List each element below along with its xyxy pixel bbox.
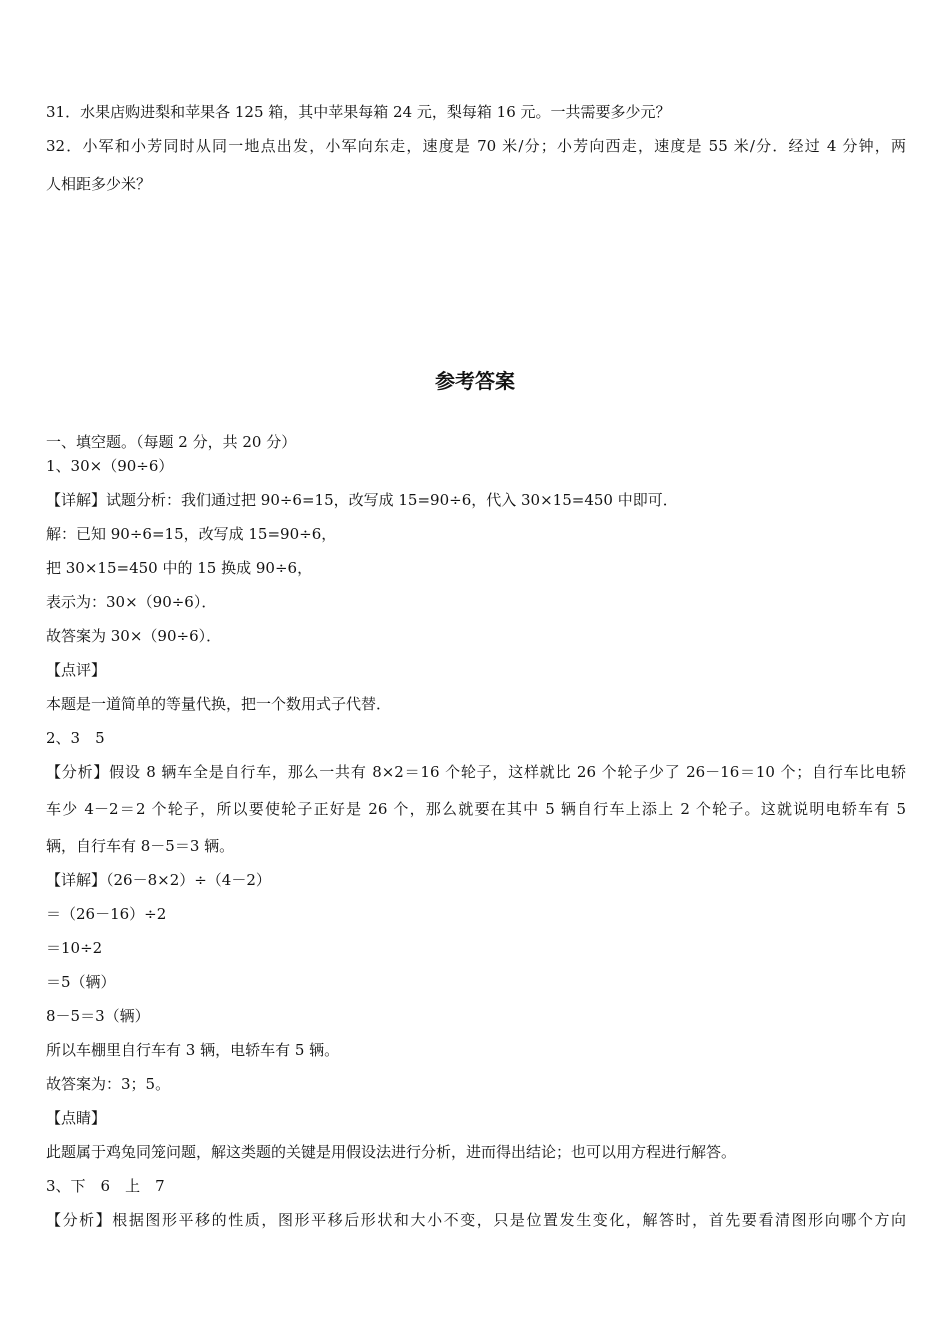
- answer-2-step-4: 8－5＝3（辆）: [46, 1007, 150, 1025]
- answer-2-conclusion: 所以车棚里自行车有 3 辆，电轿车有 5 辆。: [46, 1041, 340, 1059]
- answer-3: 3、下 6 上 7: [46, 1177, 165, 1195]
- answer-2-detail: 【详解】（26－8×2）÷（4－2）: [46, 871, 271, 889]
- answer-1-solution-1: 解：已知 90÷6=15，改写成 15=90÷6，: [46, 525, 337, 543]
- answer-2-step-1: ＝（26－16）÷2: [46, 905, 167, 923]
- question-31: 31．水果店购进梨和苹果各 125 箱，其中苹果每箱 24 元，梨每箱 16 元。一共需要多少元？: [46, 103, 671, 121]
- answer-2-analysis-line-2: 车少 4－2＝2 个轮子，所以要使轮子正好是 26 个，那么就要在其中 5 辆自行车上添上 2 个轮子。这就说明电轿车有 5: [46, 800, 906, 818]
- answer-2-final: 故答案为：3；5。: [46, 1075, 171, 1093]
- answer-2-analysis-line-1: 【分析】假设 8 辆车全是自行车，那么一共有 8×2＝16 个轮子，这样就比 26 个轮子少了 26－16＝10 个；自行车比电轿: [46, 763, 906, 781]
- answer-1-solution-4: 故答案为 30×（90÷6）．: [46, 627, 222, 645]
- section-1-heading: 一、填空题。（每题 2 分，共 20 分）: [46, 433, 297, 451]
- answer-2-step-3: ＝5（辆）: [46, 973, 116, 991]
- answer-2-comment: 此题属于鸡兔同笼问题，解这类题的关键是用假设法进行分析，进而得出结论；也可以用方程进行解答。: [46, 1143, 737, 1161]
- answer-1-comment-label: 【点评】: [46, 661, 107, 679]
- answer-1-detail: 【详解】试题分析：我们通过把 90÷6=15，改写成 15=90÷6，代入 30×15=450 中即可．: [46, 491, 678, 509]
- answers-title: 参考答案: [435, 369, 515, 393]
- answer-2-comment-label: 【点睛】: [46, 1109, 107, 1127]
- answer-2: 2、3 5: [46, 729, 105, 747]
- answer-1-solution-3: 表示为：30×（90÷6）．: [46, 593, 217, 611]
- answer-2-step-2: ＝10÷2: [46, 939, 103, 957]
- question-32-line-2: 人相距多少米？: [46, 175, 152, 193]
- answer-3-analysis-line-1: 【分析】根据图形平移的性质，图形平移后形状和大小不变，只是位置发生变化，解答时，首先要看清图形向哪个方向: [46, 1211, 906, 1229]
- answer-2-analysis-line-3: 辆，自行车有 8－5＝3 辆。: [46, 837, 235, 855]
- answer-1-solution-2: 把 30×15=450 中的 15 换成 90÷6，: [46, 559, 313, 577]
- question-32-line-1: 32．小军和小芳同时从同一地点出发，小军向东走，速度是 70 米/分；小芳向西走，速度是 55 米/分．经过 4 分钟，两: [46, 137, 906, 155]
- answer-1: 1、30×（90÷6）: [46, 457, 174, 475]
- answer-1-comment: 本题是一道简单的等量代换，把一个数用式子代替．: [46, 695, 392, 713]
